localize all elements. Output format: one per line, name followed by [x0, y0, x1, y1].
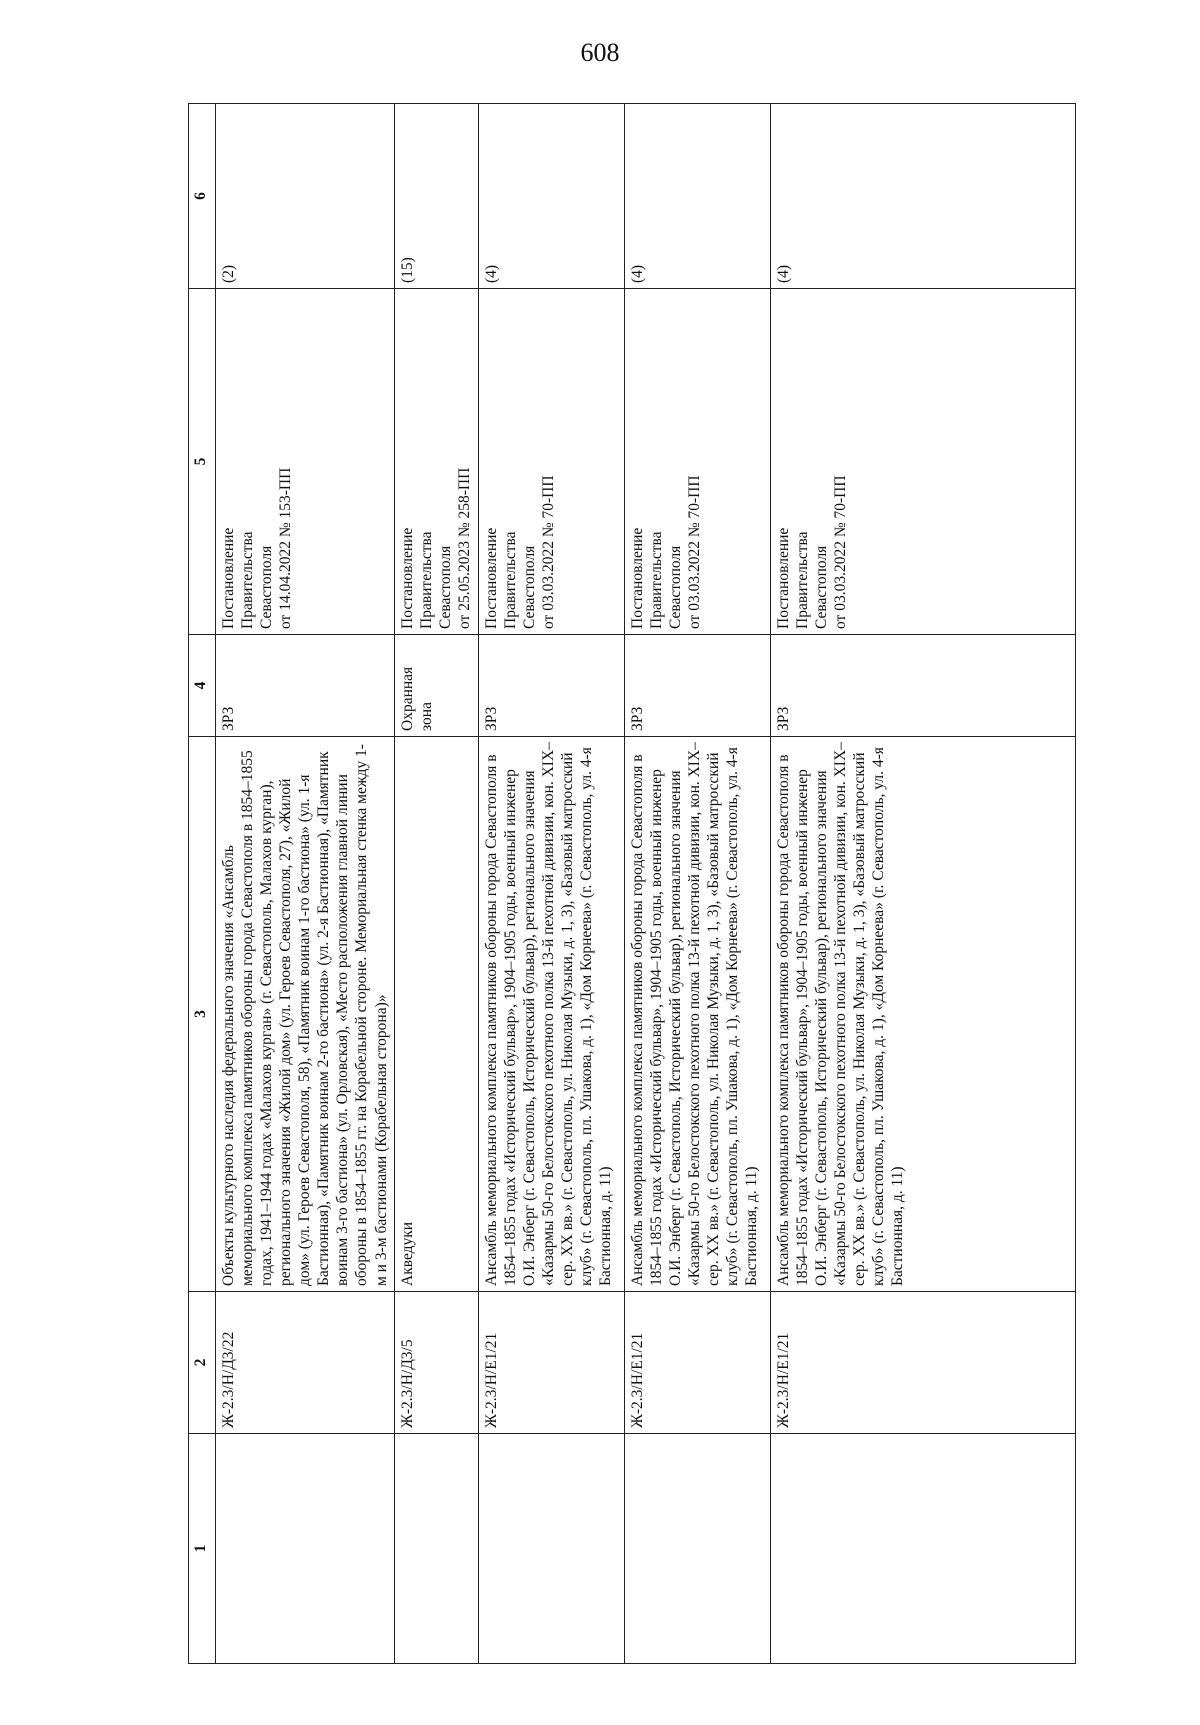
zone-code-cell: Ж-2.3/Н/Д3/22 — [216, 1292, 395, 1434]
column-header: 5 — [189, 289, 216, 635]
zone-code-cell: Ж-2.3/Н/Е1/21 — [770, 1292, 1075, 1434]
legal-document-cell: Постановление Правительства Севастополя от 03.03.2022 № 70-ПП — [478, 289, 624, 635]
zone-code-cell: Ж-2.3/Н/Д3/5 — [394, 1292, 478, 1434]
column-header: 6 — [189, 104, 216, 289]
register-table — [188, 103, 1076, 1664]
legal-document-cell: Постановление Правительства Севастополя от 03.03.2022 № 70-ПП — [624, 289, 770, 635]
heritage-object-cell: Ансамбль мемориального комплекса памятников обороны города Севастополя в 1854–1855 годах «Исторический бульвар», 1904–1905 годы, военный инженер О.И. Энберг (г. Севастополь, Исторический бульвар), регионального значения «Казармы 50-го Белостокского пехотного полка 13-й пехотной дивизии, кон. XIX–сер. XX вв.» (г. Севастополь, ул. Николая Музыки, д. 1, 3), «Базовый матросский клуб» (г. Севастополь, пл. Ушакова, д. 1), «Дом Корнеева» (г. Севастополь, ул. 4-я Бастионная, д. 11) — [478, 737, 624, 1292]
legal-document-cell: Постановление Правительства Севастополя от 25.05.2023 № 258-ПП — [394, 289, 478, 635]
column-header: 2 — [189, 1292, 216, 1434]
page-number: 608 — [580, 38, 620, 67]
reference-cell: (15) — [394, 104, 478, 289]
table-row — [216, 104, 395, 1664]
row-number-cell — [770, 1434, 1075, 1664]
zone-type-cell: ЗРЗ — [478, 635, 624, 737]
zone-code-cell: Ж-2.3/Н/Е1/21 — [624, 1292, 770, 1434]
zone-type-cell: Охранная зона — [394, 635, 478, 737]
table-row — [624, 104, 770, 1664]
table-row — [394, 104, 478, 1664]
table-row — [478, 104, 624, 1664]
column-header: 4 — [189, 635, 216, 737]
column-header: 3 — [189, 737, 216, 1292]
reference-cell: (4) — [624, 104, 770, 289]
heritage-object-cell: Объекты культурного наследия федерального значения «Ансамбль мемориального комплекса памятников обороны города Севастополя в 1854–1855 годах, 1941–1944 годах «Малахов курган» (г. Севастополь, Малахов курган), регионального значения «Жилой дом» (ул. Героев Севастополя, 27), «Жилой дом» (ул. Героев Севастополя, 58), «Памятник воинам 1-го бастиона» (ул. 1-я Бастионная), «Памятник воинам 2-го бастиона» (ул. 2-я Бастионная), «Памятник воинам 3-го бастиона» (ул. Орловская), «Место расположения главной линии обороны в 1854–1855 гг. на Корабельной стороне. Мемориальная стенка между 1-м и 3-м бастионами (Корабельная сторона)» — [216, 737, 395, 1292]
heritage-object-cell: Ансамбль мемориального комплекса памятников обороны города Севастополя в 1854–1855 годах «Исторический бульвар», 1904–1905 годы, военный инженер О.И. Энберг (г. Севастополь, Исторический бульвар), регионального значения «Казармы 50-го Белостокского пехотного полка 13-й пехотной дивизии, кон. XIX–сер. XX вв.» (г. Севастополь, ул. Николая Музыки, д. 1, 3), «Базовый матросский клуб» (г. Севастополь, пл. Ушакова, д. 1), «Дом Корнеева» (г. Севастополь, ул. 4-я Бастионная, д. 11) — [624, 737, 770, 1292]
table-header-row — [189, 104, 216, 1664]
reference-cell: (2) — [216, 104, 395, 289]
legal-document-cell: Постановление Правительства Севастополя от 03.03.2022 № 70-ПП — [770, 289, 1075, 635]
heritage-object-cell: Ансамбль мемориального комплекса памятников обороны города Севастополя в 1854–1855 годах «Исторический бульвар», 1904–1905 годы, военный инженер О.И. Энберг (г. Севастополь, Исторический бульвар), регионального значения «Казармы 50-го Белостокского пехотного полка 13-й пехотной дивизии, кон. XIX–сер. XX вв.» (г. Севастополь, ул. Николая Музыки, д. 1, 3), «Базовый матросский клуб» (г. Севастополь, пл. Ушакова, д. 1), «Дом Корнеева» (г. Севастополь, ул. 4-я Бастионная, д. 11) — [770, 737, 1075, 1292]
zone-type-cell: ЗРЗ — [624, 635, 770, 737]
reference-cell: (4) — [478, 104, 624, 289]
column-header: 1 — [189, 1434, 216, 1664]
row-number-cell — [216, 1434, 395, 1664]
row-number-cell — [478, 1434, 624, 1664]
legal-document-cell: Постановление Правительства Севастополя от 14.04.2022 № 153-ПП — [216, 289, 395, 635]
zone-type-cell: ЗРЗ — [216, 635, 395, 737]
row-number-cell — [624, 1434, 770, 1664]
zone-type-cell: ЗРЗ — [770, 635, 1075, 737]
rotated-table-container — [188, 104, 1076, 1664]
table-row — [770, 104, 1075, 1664]
zone-code-cell: Ж-2.3/Н/Е1/21 — [478, 1292, 624, 1434]
row-number-cell — [394, 1434, 478, 1664]
reference-cell: (4) — [770, 104, 1075, 289]
heritage-object-cell: Акведуки — [394, 737, 478, 1292]
